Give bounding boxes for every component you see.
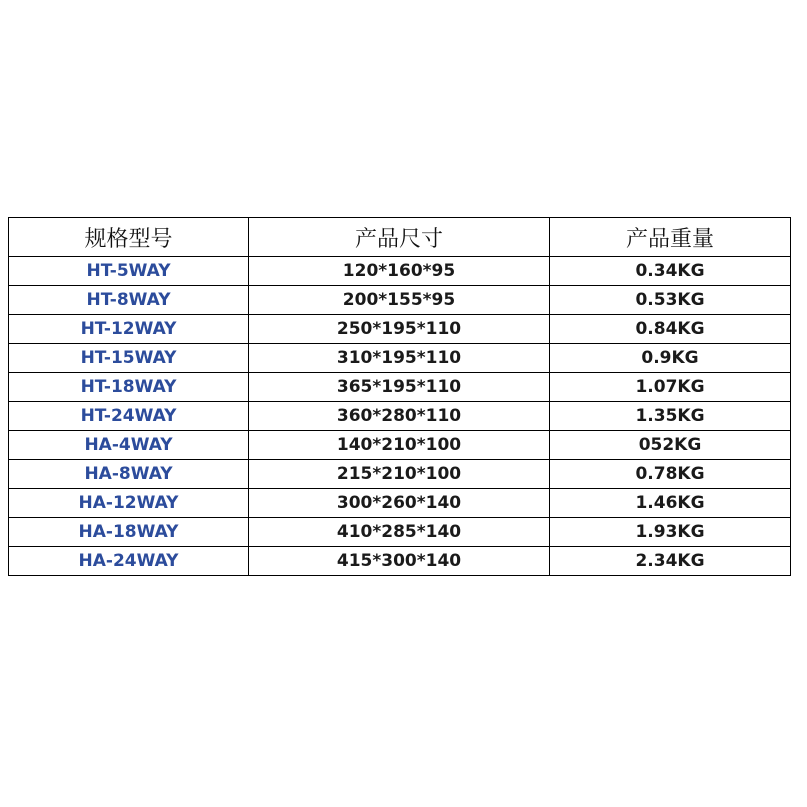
table-row — [9, 344, 791, 373]
model-cell: HT-18WAY — [9, 373, 249, 402]
weight-cell: 0.9KG — [550, 344, 791, 373]
header-model: 规格型号 — [9, 218, 249, 257]
model-cell: HT-5WAY — [9, 257, 249, 286]
weight-cell: 1.07KG — [550, 373, 791, 402]
size-cell: 140*210*100 — [249, 431, 550, 460]
size-cell: 365*195*110 — [249, 373, 550, 402]
table-row — [9, 489, 791, 518]
weight-cell: 052KG — [550, 431, 791, 460]
weight-cell: 0.34KG — [550, 257, 791, 286]
size-cell: 200*155*95 — [249, 286, 550, 315]
model-cell: HT-12WAY — [9, 315, 249, 344]
table-row — [9, 286, 791, 315]
model-cell: HA-4WAY — [9, 431, 249, 460]
weight-cell: 0.53KG — [550, 286, 791, 315]
header-weight: 产品重量 — [550, 218, 791, 257]
size-cell: 415*300*140 — [249, 547, 550, 576]
header-size: 产品尺寸 — [249, 218, 550, 257]
size-cell: 300*260*140 — [249, 489, 550, 518]
table-row — [9, 460, 791, 489]
table-row — [9, 431, 791, 460]
model-cell: HA-24WAY — [9, 547, 249, 576]
table-row — [9, 257, 791, 286]
weight-cell: 2.34KG — [550, 547, 791, 576]
size-cell: 250*195*110 — [249, 315, 550, 344]
model-cell: HA-18WAY — [9, 518, 249, 547]
size-cell: 310*195*110 — [249, 344, 550, 373]
model-cell: HA-12WAY — [9, 489, 249, 518]
model-cell: HT-15WAY — [9, 344, 249, 373]
model-cell: HA-8WAY — [9, 460, 249, 489]
table-row — [9, 373, 791, 402]
model-cell: HT-8WAY — [9, 286, 249, 315]
table-row — [9, 402, 791, 431]
weight-cell: 0.78KG — [550, 460, 791, 489]
header-row — [9, 218, 791, 257]
weight-cell: 0.84KG — [550, 315, 791, 344]
size-cell: 215*210*100 — [249, 460, 550, 489]
size-cell: 410*285*140 — [249, 518, 550, 547]
table-row — [9, 518, 791, 547]
table-row — [9, 315, 791, 344]
size-cell: 360*280*110 — [249, 402, 550, 431]
model-cell: HT-24WAY — [9, 402, 249, 431]
spec-table — [8, 217, 791, 576]
weight-cell: 1.46KG — [550, 489, 791, 518]
table-row — [9, 547, 791, 576]
weight-cell: 1.35KG — [550, 402, 791, 431]
size-cell: 120*160*95 — [249, 257, 550, 286]
weight-cell: 1.93KG — [550, 518, 791, 547]
